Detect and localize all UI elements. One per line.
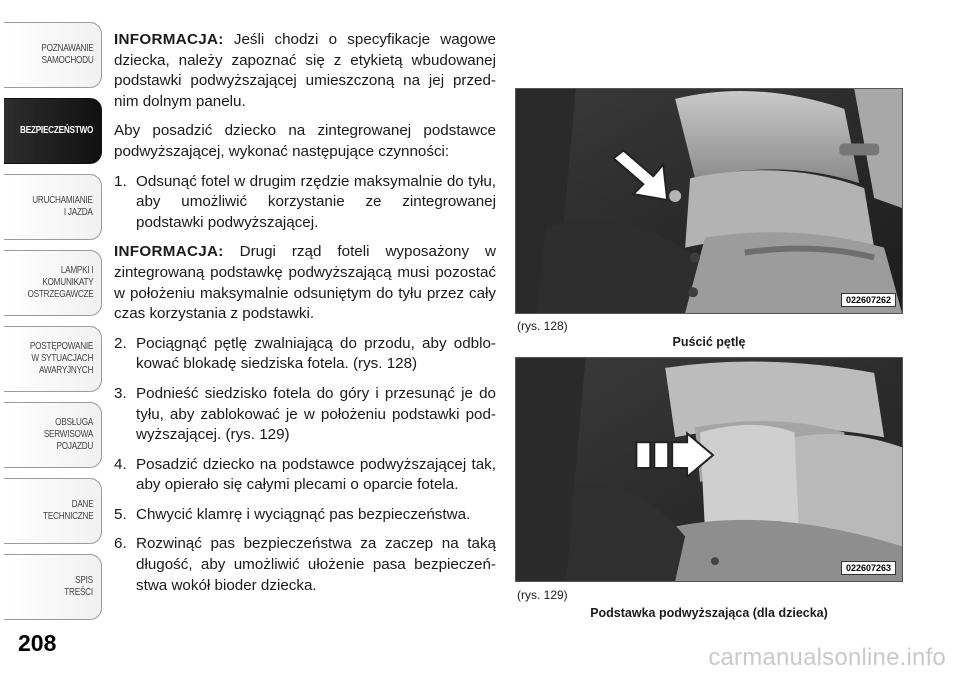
list-item: [114, 172, 496, 234]
seat-photo-2: [516, 358, 902, 581]
list-number: 6.: [114, 535, 127, 553]
tab-poznawanie-samochodu[interactable]: [4, 22, 102, 88]
tab-label: POSTĘPOWANIE W SYTUACJACH AWARYJNYCH: [29, 341, 93, 376]
tab-label: BEZPIECZEŃSTWO: [19, 125, 93, 136]
note-paragraph: [114, 30, 496, 112]
intro-paragraph: Aby posadzić dziecko na zintegrowanej podstawce podwyższającej, wykonać następujące czynności:: [114, 122, 496, 160]
note-label: INFORMACJA:: [114, 31, 224, 48]
tab-dane-techniczne[interactable]: [4, 478, 102, 544]
tab-label: URUCHAMIANIE I JAZDA: [32, 195, 93, 218]
list-number: 4.: [114, 455, 127, 473]
page-number: 208: [18, 630, 57, 656]
figure-release-loop: [515, 88, 903, 314]
list-text: Rozwinąć pas bezpieczeństwa za zaczep na taką długość, aby umożliwić ułożenie pasa bezpieczeń-stwa wokół bioder dziecka.: [136, 535, 496, 594]
note-paragraph: [114, 242, 496, 324]
tab-label: OBSŁUGA SERWISOWA POJAZDU: [43, 417, 93, 452]
tab-uruchamianie-i-jazda[interactable]: [4, 174, 102, 240]
tab-label: POZNAWANIE SAMOCHODU: [40, 43, 93, 66]
list-item: [114, 505, 496, 526]
figure-booster-seat: [515, 357, 903, 582]
figure-caption: Podstawka podwyższająca (dla dziecka): [590, 606, 828, 620]
list-text: Podnieść siedzisko fotela do góry i przesunąć je do tyłu, aby zablokować je w położeniu podstawki pod-wyższającej. (rys. 129): [136, 384, 496, 444]
tab-obsluga-serwisowa[interactable]: [4, 402, 102, 468]
list-item: [114, 384, 496, 446]
figure-code: 022607262: [841, 293, 896, 307]
list-number: 5.: [114, 505, 127, 523]
tab-label: DANE TECHNICZNE: [42, 499, 93, 522]
list-item: [114, 334, 496, 375]
list-item: [114, 455, 496, 496]
tab-lampki-i-komunikaty[interactable]: [4, 250, 102, 316]
seat-photo-1: [516, 89, 902, 313]
list-text: Pociągnąć pętlę zwalniającą do przodu, aby odblo-kować blokadę siedziska fotela. (rys. 128): [136, 334, 496, 373]
body-text: [114, 30, 496, 605]
list-text: Odsunąć fotel w drugim rzędzie maksymalnie do tyłu, aby umożliwić korzystanie ze zintegrowanej podstawki podwyższającej.: [136, 172, 496, 231]
figure-reference: (rys. 129): [517, 588, 568, 602]
figure-reference: (rys. 128): [517, 319, 568, 333]
watermark: carmanualsonline.info: [708, 644, 946, 671]
list-number: 1.: [114, 172, 127, 190]
note-text: Drugi rząd foteli wyposażony w zintegrowaną podstawkę podwyższającą musi pozostać w położeniu maksymalnie odsuniętym do tyłu przez cały czas korzystania z podstawki.: [114, 243, 496, 323]
list-item: [114, 534, 496, 596]
figure-caption: Puścić pętlę: [672, 335, 746, 349]
list-number: 3.: [114, 384, 127, 402]
tab-bezpieczenstwo[interactable]: [4, 98, 102, 164]
tab-label: LAMPKI I KOMUNIKATY OSTRZEGAWCZE: [27, 265, 93, 300]
tab-spis-tresci[interactable]: [4, 554, 102, 620]
note-text: Jeśli chodzi o specyfikacje wagowe dziecka, należy zapoznać się z etykietą wbudowanej podstawki podwyższającej umieszczoną na jej przed-nim dolnym panelu.: [114, 31, 496, 110]
list-number: 2.: [114, 334, 127, 352]
list-text: Chwycić klamrę i wyciągnąć pas bezpieczeństwa.: [136, 505, 471, 523]
tab-postepowanie-awaryjne[interactable]: [4, 326, 102, 392]
list-text: Posadzić dziecko na podstawce podwyższającej tak, aby opierało się całymi plecami o oparcie fotela.: [136, 455, 496, 494]
figure-code: 022607263: [841, 561, 896, 575]
note-label: INFORMACJA:: [114, 243, 224, 261]
tab-label: SPIS TREŚCI: [64, 575, 93, 598]
